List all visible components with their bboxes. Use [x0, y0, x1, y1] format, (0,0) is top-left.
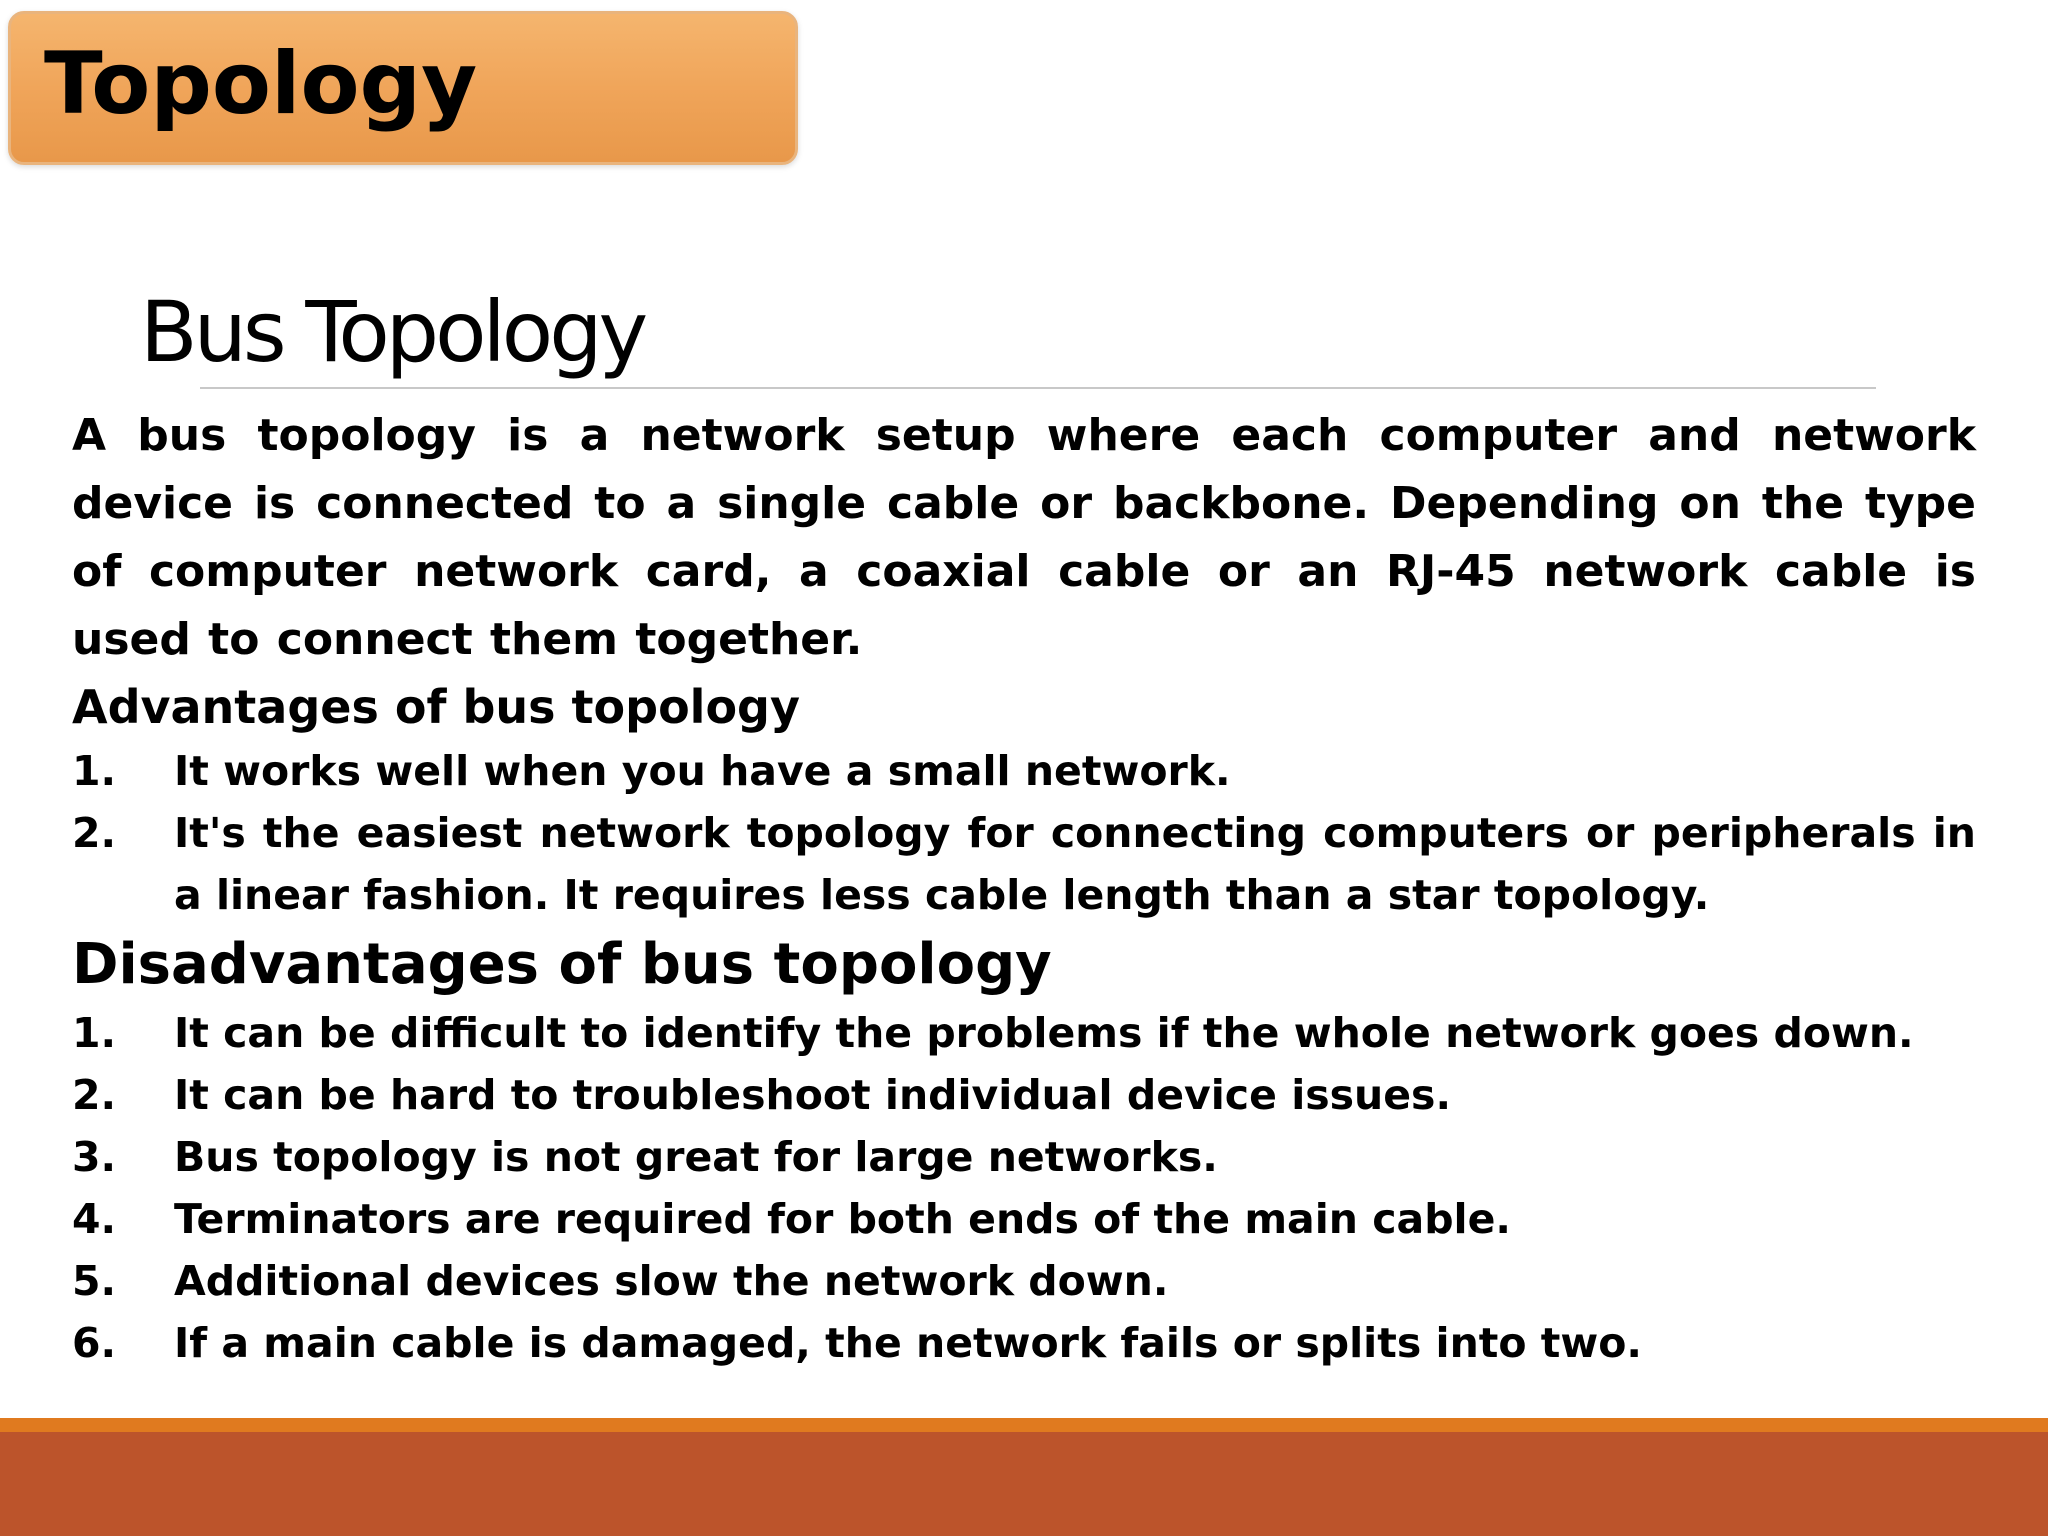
list-text: Bus topology is not great for large networks.	[174, 1133, 1218, 1181]
advantages-list	[72, 740, 1976, 926]
list-item	[72, 740, 1976, 802]
list-number: 5.	[72, 1257, 117, 1305]
footer-accent-line	[0, 1418, 2048, 1432]
intro-paragraph: A bus topology is a network setup where each computer and network device is connected to a single cable or backbone. Depending on the type of computer network card, a coaxial cable or an RJ-45 network cable is used to connect them together.	[72, 410, 1976, 665]
list-text: It's the easiest network topology for connecting computers or peripherals in a linear fashion. It requires less cable length than a star topology.	[174, 809, 1976, 919]
slide-body	[72, 402, 1976, 1374]
list-item	[72, 1312, 1976, 1374]
disadvantages-heading: Disadvantages of bus topology	[72, 932, 1052, 997]
footer-bar	[0, 1432, 2048, 1536]
list-number: 4.	[72, 1195, 117, 1243]
list-number: 6.	[72, 1319, 117, 1367]
list-number: 1.	[72, 1009, 117, 1057]
slide-subtitle: Bus Topology	[140, 283, 645, 381]
advantages-heading: Advantages of bus topology	[72, 680, 800, 734]
slide-title: Topology	[44, 34, 478, 134]
list-number: 3.	[72, 1133, 117, 1181]
list-number: 2.	[72, 1071, 117, 1119]
list-text: It can be difficult to identify the problems if the whole network goes down.	[174, 1009, 1914, 1057]
list-item	[72, 1064, 1976, 1126]
disadvantages-list	[72, 1002, 1976, 1374]
list-item	[72, 1002, 1976, 1064]
subtitle-divider	[200, 387, 1876, 389]
list-item	[72, 802, 1976, 926]
list-item	[72, 1126, 1976, 1188]
list-text: If a main cable is damaged, the network fails or splits into two.	[174, 1319, 1643, 1367]
list-text: It can be hard to troubleshoot individual device issues.	[174, 1071, 1452, 1119]
list-item	[72, 1188, 1976, 1250]
list-number: 2.	[72, 809, 117, 857]
list-item	[72, 1250, 1976, 1312]
list-text: It works well when you have a small network.	[174, 747, 1231, 795]
list-number: 1.	[72, 747, 117, 795]
list-text: Terminators are required for both ends of the main cable.	[174, 1195, 1511, 1243]
list-text: Additional devices slow the network down.	[174, 1257, 1169, 1305]
